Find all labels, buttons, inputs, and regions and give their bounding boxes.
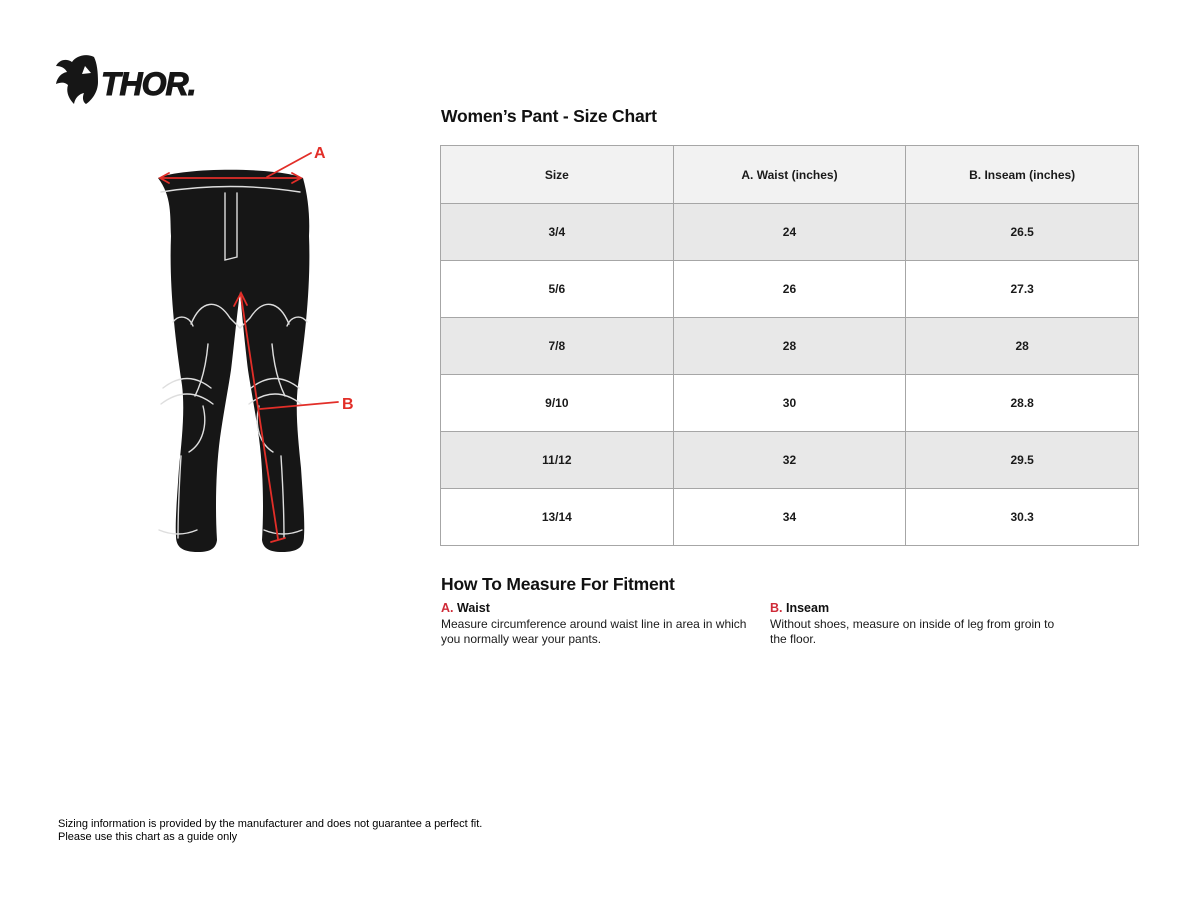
waist-heading	[441, 601, 751, 615]
pants-diagram-svg	[105, 138, 385, 563]
inseam-description-line: Without shoes, measure on inside of leg from groin to	[770, 617, 1055, 631]
cell-waist: 32	[673, 432, 906, 489]
pants-measurement-diagram	[105, 138, 385, 563]
thor-logo-svg	[56, 54, 206, 106]
cell-inseam: 28.8	[906, 375, 1139, 432]
table-row	[441, 489, 1139, 546]
inseam-letter: B.	[770, 601, 783, 615]
cell-size: 9/10	[441, 375, 674, 432]
cell-size: 5/6	[441, 261, 674, 318]
waist-letter: A.	[441, 601, 454, 615]
table-row	[441, 432, 1139, 489]
inseam-label-b: B	[342, 396, 354, 413]
cell-waist: 24	[673, 204, 906, 261]
cell-inseam: 30.3	[906, 489, 1139, 546]
cell-inseam: 27.3	[906, 261, 1139, 318]
table-row	[441, 318, 1139, 375]
waist-description	[441, 617, 751, 646]
cell-inseam: 26.5	[906, 204, 1139, 261]
cell-size: 3/4	[441, 204, 674, 261]
table-row	[441, 261, 1139, 318]
cell-waist: 34	[673, 489, 906, 546]
cell-size: 7/8	[441, 318, 674, 375]
thor-goat-icon	[56, 55, 98, 104]
cell-waist: 26	[673, 261, 906, 318]
table-header	[441, 146, 1139, 204]
waist-description-line: Measure circumference around waist line in area in which	[441, 617, 747, 631]
thor-wordmark: THOR.	[101, 66, 196, 102]
waist-description-line: you normally wear your pants.	[441, 631, 602, 646]
column-header-size: Size	[441, 146, 674, 204]
inseam-description-line: the floor.	[770, 631, 817, 646]
thor-logo	[56, 54, 206, 106]
table-row	[441, 375, 1139, 432]
disclaimer-line: Please use this chart as a guide only	[58, 830, 238, 843]
inseam-description	[770, 617, 1070, 646]
waist-label-a: A	[314, 145, 326, 162]
inseam-heading	[770, 601, 1070, 615]
cell-inseam: 28	[906, 318, 1139, 375]
pants-silhouette	[158, 170, 309, 552]
table-row	[441, 204, 1139, 261]
cell-size: 13/14	[441, 489, 674, 546]
table-header-row	[441, 146, 1139, 204]
how-to-measure-waist	[441, 601, 751, 646]
cell-size: 11/12	[441, 432, 674, 489]
waist-leader-line	[267, 153, 311, 177]
how-to-measure-title: How To Measure For Fitment	[441, 574, 675, 594]
how-to-measure-inseam	[770, 601, 1070, 646]
size-chart-table	[440, 145, 1139, 546]
table-body	[441, 204, 1139, 546]
waist-name: Waist	[456, 601, 490, 615]
cell-inseam: 29.5	[906, 432, 1139, 489]
page-title: Women’s Pant - Size Chart	[441, 106, 657, 126]
column-header-inseam: B. Inseam (inches)	[906, 146, 1139, 204]
cell-waist: 28	[673, 318, 906, 375]
column-header-waist: A. Waist (inches)	[673, 146, 906, 204]
sizing-disclaimer	[58, 818, 482, 843]
disclaimer-line: Sizing information is provided by the manufacturer and does not guarantee a perfect fit.	[58, 818, 483, 830]
cell-waist: 30	[673, 375, 906, 432]
inseam-name: Inseam	[785, 601, 830, 615]
